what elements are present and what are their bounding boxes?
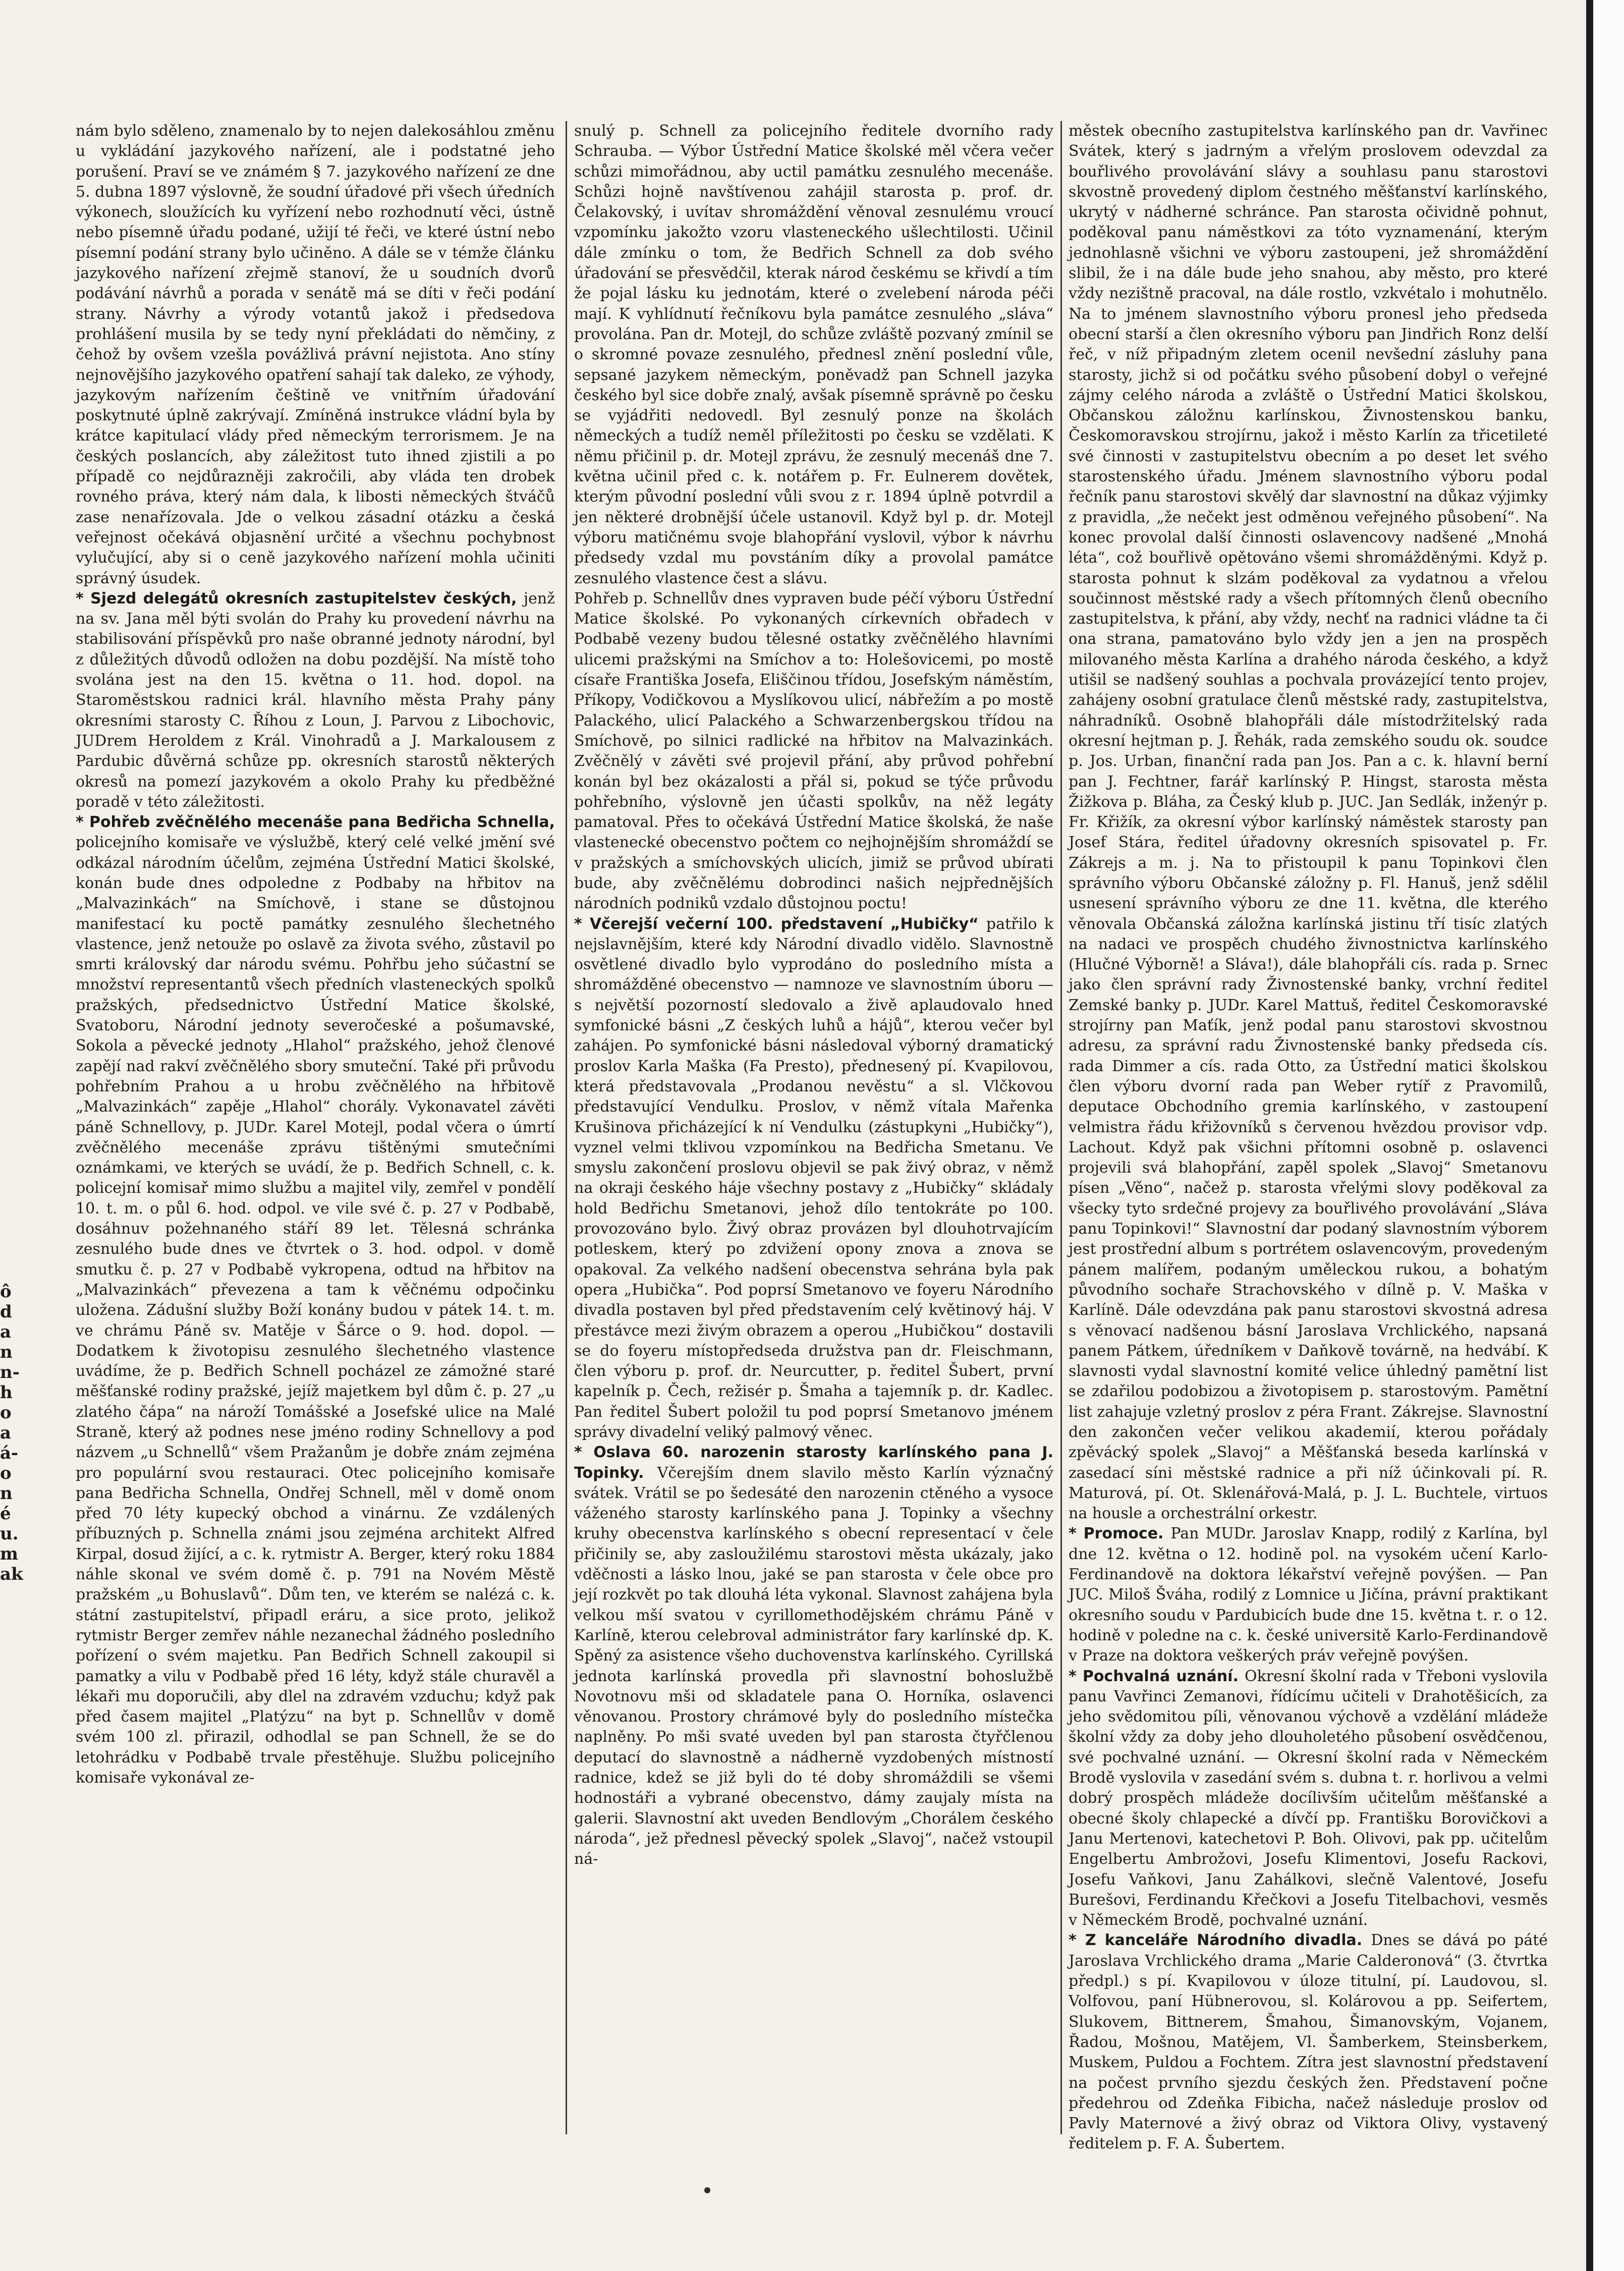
paragraph-text: patřilo k nejslavnějším, které kdy Národní divadlo vidělo. Slavnostně osvětlené divadlo bylo vyprodáno do posledního místa a shromážděné obecenstvo — namnoze ve slavnostním úboru — s největší pozorností sledovalo a živě aplaudovalo hned symfonické básni „Z českých luhů a hájů“, kterou večer byl zahájen. Po symfonické básni následoval výborný dramatický proslov Karla Maška (Fa Presto), přednesený pí. Kvapilovou, která představovala „Prodanou nevěstu“ a sl. Vlčkovou představující Vendulku. Proslov, v němž vítala Mařenka Krušinova přicházející k ní Vendulku (zástupkyni „Hubičky“), vyznel velmi tklivou vzpomínkou na Bedřicha Smetanu. Ve smyslu zakončení proslovu objevil se pak živý obraz, v němž na okraji českého háje všechny postavy z „Hubičky“ skládaly hold Bedřichu Smetanovi, jehož dílo tentokráte po 100. provozováno bylo. Živý obraz provázen byl dlouhotrvajícím potleskem, který po zdvižení opony znova a znova se opakoval. Za velkého nadšení obecenstva sehrána byla pak opera „Hubička“. Pod poprsí Smetanovo ve foyeru Národního divadla postaven byl před představením celý květinový háj. V přestávce mezi živým obrazem a operou „Hubičkou“ dostavili se do foyeru místopředseda družstva pan dr. Fleischmann, člen výboru p. prof. dr. Neurcutter, p. ředitel Šubert, první kapelník p. Čech, režisér p. Šmaha a tajemník p. dr. Kadlec. Pan ředitel Šubert položil tu pod poprsí Smetanovo jménem správy divadelní veliký palmový věnec.	[574, 915, 1053, 1441]
paragraph-heading: * Pochvalná uznání.	[1069, 1667, 1245, 1685]
edge-fragment: m	[0, 1544, 18, 1564]
paragraph-text: jenž na sv. Jana měl býti svolán do Prahy ku provedení návrhu na stabilisování příspěvků pro naše obranné jednoty národní, byl z důležitých důvodů odložen na dobu pozdější. Na místě toho svolána jest na den 15. května o 11. hod. dopol. na Staroměstskou radnici král. hlavního města Prahy pány okresními starosty C. Říhou z Loun, J. Parvou z Libochovic, JUDrem Heroldem z Král. Vinohradů a J. Markalousem z Pardubic důvěrná schůze pp. okresních starostů některých okresů na pomezí jazykovém a okolo Prahy ku předběžné poradě v této záležitosti.	[76, 589, 555, 811]
paragraph-text: Včerejším dnem slavilo město Karlín význačný svátek. Vrátil se po šedesáté den narozenin ctěného a vysoce váženého starosty karlínského pana J. Topinky a všechny kruhy obecenstva karlínského s obecní representací v čele přičinily se, aby zasloužilému starostovi města ukázaly, jako vděčnosti a lásko lnou, jaké se pan starosta v čele obce pro její rozkvět po tak dlouhá léta vykonal. Slavnost zahájena byla velkou mší svatou v cyrillomethodějském chrámu Páně v Karlíně, kterou celebroval administrátor fary karlínské dp. K. Spěný za asistence všeho duchovenstva karlínského. Cyrillská jednota karlínská provedla při slavnostní bohoslužbě Novotnovu mši od skladatele pana O. Horníka, oslavenci věnovanou. Prostory chrámové byly do posledního místečka naplněny. Po mši svaté uveden byl pan starosta čtyřčlenou deputací do slavnostně a nádherně vyzdobených místností radnice, kdež se již byli do té doby shromáždili se všemi hodnostáři a vybrané obecenstvo, dámy zaujaly místa na galerii. Slavnostní akt uveden Bendlovým „Chorálem českého národa“, jež přednesl pěvecký spolek „Slavoj“, načež vstoupil ná-	[574, 1464, 1053, 1868]
column-3	[1069, 121, 1548, 2153]
column-rule	[566, 121, 567, 2134]
paragraph-heading: * Sjezd delegátů okresních zastupitelstev českých,	[76, 589, 524, 607]
column-2	[574, 121, 1053, 2134]
paragraph-text: Pan MUDr. Jaroslav Knapp, rodilý z Karlína, byl dne 12. května o 12. hodině pol. na vysokém učení Karlo-Ferdinandově na doktora lékařství veřejně povýšen. — Pan JUC. Miloš Šváha, rodilý z Lomnice u Jičína, právní praktikant okresního soudu v Pardubicích bude dne 15. května t. r. o 12. hodině v poledne na c. k. české universitě Karlo-Ferdinandově v Praze na doktora veškerých práv veřejně povýšen.	[1069, 1525, 1548, 1665]
paragraph-heading: * Pohřeb zvěčnělého mecenáše pana Bedřicha Schnella,	[76, 813, 555, 832]
paragraph-text: městek obecního zastupitelstva karlínského pan dr. Vavřinec Svátek, který s jadrným a vřelým proslovem odevzdal za bouřlivého provolávání slávy a souhlasu panu starostovi skvostně provedený diplom čestného měšťanství karlínského, ukrytý v nádherné schránce. Pan starosta očividně pohnut, poděkoval panu náměstkovi za tóto vyznamenání, kterým jednohlasně všichni ve výboru zastoupeni, jež shromáždění slibil, že i na dále bude jeho snahou, aby město, pro které vždy nezištně pracoval, na dále rostlo, vzkvétalo i mohutnělo. Na to jménem slavnostního výboru pronesl jeho předseda obecní starší a člen okresního výboru pan Jindřich Ronz delší řeč, v níž připadným zletem ocenil nevšední zásluhy pana starosty, jichž si od počátku svého působení dobyl o veřejné zájmy celého národa a zvláště o Ústřední Matici školskou, Občanskou záložnu karlínskou, Živnostenskou banku, Českomoravskou strojírnu, jakož i město Karlín za třicetileté své činnosti v zastupitelstvu obecním a po deset let svého starostenského úřadu. Jménem slavnostního výboru podal řečník panu starostovi skvělý dar slavnostní na důkaz výjimky z pravidla, „že nečekt jest odměnou veřejného působení“. Na konec provolal další činnosti oslavencovy nadšené „Mnohá léta“, což bouřlivě opětováno všemi shromážděnými. Když p. starosta pohnut k slzám poděkoval za vydatnou a vřelou součinnost městské rady a všech přítomných členů obecního zastupitelstva, k přání, aby vždy, nechť na radnici vládne ta či ona strana, pamatováno bylo vždy jen a jen na prospěch milovaného města Karlína a drahého národa českého, a když utišil se nadšený souhlas a pochvala provázející tento projev, zahájeny osobní gratulace členů městské rady, zastupitelstva, náhradníků. Osobně blahopřáli dále místodržitelský rada okresní hejtman p. J. Řehák, rada zemského soudu ok. soudce p. Jos. Urban, finanční rada pan Jos. Pan a c. k. hlavní berní pan J. Fechtner, farář karlínský P. Hingst, starosta města Žižkova p. Bláha, za Český klub p. JUC. Jan Sedlák, inženýr p. Fr. Křižík, za okresní výbor karlínský náměstek starosty pan Josef Stára, ředitel úřadovny okresních spisovatel p. Fr. Zákrejs a m. j. Na to přistoupil k panu Topinkovi člen správního výboru Občanské záložny p. Fl. Hanuš, jenž sdělil usnesení správního výboru ze dne 11. května, dle kterého věnovala Občanská záložna karlínská jistinu tří tisíc zlatých na nadaci ve prospěch chudého živnostnictva karlínského (Hlučné Výborně! a Sláva!), dále blahopřáli cís. rada p. Srnec jako člen správní rady Živnostenské banky, vrchní ředitel Zemské banky p. JUDr. Karel Mattuš, ředitel Českomoravské strojírny pan Maťík, jenž podal panu starostovi skvostnou adresu, za správní radu Živnostenské banky předseda cís. rada Dimmer a cís. rada Otto, za Ústřední matici školskou člen výboru dvorní rada pan Weber rytíř z Pravomilů, deputace Obchodního gremia karlínského, v zastoupení velmistra řádu křižovníků s červenou hvězdou provisor vdp. Lachout. Když pak všichni přítomni osobně p. oslavenci projevili svá blahopřání, zapěl spolek „Slavoj“ Smetanovu písen „Věno“, načež p. starosta vřelými slovy poděkoval za všecky tyto srdečné projevy za bouřlivého provolávání „Sláva panu Topinkovi!“ Slavnostní dar podaný slavnostním výborem jest prostřední album s portrétem oslavencovým, provedeným pánem malířem, podaným uměleckou rukou, a bohatým původního sochaře Strachovského v dílně p. V. Maška v Karlíně. Dále odevzdána pak panu starostovi skvostná adresa s věnovací nadšenou básní Jaroslava Vrchlického, napsaná panem Pátkem, úředníkem v Daňkově továrně, na hedvábí. K slavnosti vydal slavnostní komité velice úhledný pamětní list se zdařilou podobizou a životopisem p. starostovým. Pamětní list zahajuje vzletný proslov z péra Frant. Zákrejse. Slavnostní den zakončen večer velikou akademií, kterou pořádaly zpěvácký spolek „Slavoj“ a Měšťanská beseda karlínská v zasedací síni městské radnice a při níž účinkovali pí. R. Maturová, pí. Ot. Sklenářová-Malá, p. J. L. Buchtele, virtuos na housle a orchestrální orkestr.	[1069, 122, 1548, 1523]
paragraph-heading: * Oslava 60. narozenin starosty karlínského pana J. Topinky.	[574, 1444, 1053, 1482]
paragraph	[76, 812, 555, 1788]
edge-fragment: h	[0, 1382, 13, 1403]
paragraph	[574, 121, 1053, 589]
page-dot-mark	[704, 2187, 710, 2193]
edge-fragment: n	[0, 1342, 13, 1362]
edge-fragment: á-	[0, 1443, 19, 1463]
edge-fragment: o	[0, 1403, 12, 1423]
paragraph	[1069, 1667, 1548, 1931]
edge-fragment: a	[0, 1322, 12, 1342]
left-edge-fragments	[0, 1282, 21, 1584]
paragraph	[574, 1443, 1053, 1869]
edge-fragment: ô	[0, 1282, 12, 1302]
paragraph	[76, 121, 555, 589]
edge-fragment: a	[0, 1423, 12, 1443]
paragraph	[76, 589, 555, 812]
paragraph-heading: * Z kanceláře Národního divadla.	[1069, 1931, 1371, 1950]
paragraph	[1069, 1524, 1548, 1666]
page-edge-binding	[1586, 0, 1593, 2271]
edge-fragment: é	[0, 1504, 11, 1524]
paragraph	[1069, 121, 1548, 1524]
paragraph-text: Okresní školní rada v Třeboni vyslovila panu Vavřinci Zemanovi, řídícímu učiteli v Drahotěšicích, za jeho svědomitou píli, věnovanou výchově a vzdělání mládeže školní vždy za doby jeho dlouholetého působení osvědčenou, své pochvalné uznání. — Okresní školní rada v Německém Brodě vyslovila v zasedání svém s. dubna t. r. horlivou a velmi dobrý prospěch mládeže docílivším učitelům měšťanské a obecné školy chlapecké a dívčí pp. Františku Borovičkovi a Janu Mertenovi, katechetovi P. Boh. Olivovi, pak pp. učitelům Engelbertu Ambrožovi, Josefu Klimentovi, Josefu Rackovi, Josefu Vaňkovi, Janu Zahálkovi, slečně Valentové, Josefu Burešovi, Ferdinandu Křečkovi a Josefu Titelbachovi, vesměs v Německém Brodě, pochvalné uznání.	[1069, 1667, 1548, 1929]
edge-fragment: ak	[0, 1564, 23, 1584]
paragraph-text: Dnes se dává po páté Jaroslava Vrchlického drama „Marie Calderonová“ (3. čtvrtka předpl.) s pí. Kvapilovou v úloze titulní, pí. Laudovou, sl. Volfovou, paní Hübnerovou, sl. Kolárovou a pp. Seifertem, Slukovem, Bittnerem, Šmahou, Šimanovským, Vojanem, Řadou, Mošnou, Matějem, Vl. Šamberkem, Steinsberkem, Muskem, Puldou a Fochtem. Zítra jest slavnostní představení na počest prvního sjezdu českých žen. Představení počne předehrou od Zdeňka Fibicha, načež následuje proslov od Pavly Maternové a živý obraz od Viktora Olivy, vystavený ředitelem p. F. A. Šubertem.	[1069, 1931, 1548, 2153]
paragraph-heading: * Včerejší večerní 100. představení „Hubičky“	[574, 915, 986, 933]
paragraph	[574, 914, 1053, 1443]
column-1	[76, 121, 555, 2134]
page-margin	[1593, 0, 1624, 2271]
edge-fragment: o	[0, 1463, 12, 1483]
paragraph-text: nám bylo sděleno, znamenalo by to nejen dalekosáhlou změnu u vykládání jazykového nařízení, ale i podstatné jeho porušení. Praví se ve známém § 7. jazykového nařízení ze dne 5. dubna 1897 výslovně, že soudní úřadové při všech úředních výkonech, sloužících ku vyřízení nebo rozhodnutí věci, ústně nebo písemně úřadu podané, užijí té řeči, ve které ústní nebo písemní podání strany bylo učiněno. A dále se v témže článku jazykového nařízení zřejmě stanoví, že u soudních dvorů podávání návrhů a porada v senátě má se díti v řeči podání strany. Návrhy a výrody votantů jakož i předsedova prohlášení musila by se tedy nyní překládati do němčiny, z čehož by ovšem vzešla povážlivá právní nejistota. Ano stíny nejnovějšího jazykového opatření sahají tak daleko, ze výhody, jazykovým nařízením češtině ve vnitřním úřadování poskytnuté úplně zakrývají. Zmíněná instrukce vládní byla by krátce kapitulací vlády před německým terrorismem. Je na českých poslancích, aby záležitost tuto ihned zjistili a po případě co nejdůrazněji zakročili, aby vláda ten drobek rovného práva, který nám dala, k libosti německých štváčů zase nenařízovala. Jde o velkou zásadní otázku a česká veřejnost očekává objasnění určité a všechnu pochybnost vylučující, aby si o ceně jazykového nařízení mohla učiniti správný úsudek.	[76, 122, 555, 587]
column-rule	[1060, 121, 1062, 2134]
edge-fragment: n-	[0, 1362, 20, 1382]
edge-fragment: d	[0, 1302, 12, 1322]
edge-fragment: u.	[0, 1524, 19, 1544]
paragraph-text: policejního komisaře ve výslužbě, který celé velké jmění své odkázal národním účelům, zejména Ústřední Matici školské, konán bude dnes odpoledne z Podbaby na hřbitov na „Malvazinkách“ na Smíchově, i stane se důstojnou manifestací ku poctě památky zesnulého šlechetného vlastence, jenž netouže po oslavě za života svého, zůstavil po smrti královský dar národu svému. Pohřbu jeho súčastní se množství representantů všech předních vlasteneckých spolků pražských, předsednictvo Ústřední Matice školské, Svatoboru, Národní jednoty severočeské a pošumavské, Sokola a pěvecké jednoty „Hlahol“ pražského, jehož členové zapějí nad rakví zvěčnělého sbory smuteční. Také při průvodu pohřebním Prahou a u hrobu zvěčnělého na hřbitově „Malvazinkách“ zapěje „Hlahol“ chorály. Vykonavatel závěti páně Schnellovy, p. JUDr. Karel Motejl, podal včera o úmrtí zvěčnělého mecenáše zprávu tištěnými smutečními oznámkami, ve kterých se uvádí, že p. Bedřich Schnell, c. k. policejní komisař mimo službu a majitel vily, zemřel v pondělí 10. t. m. o půl 6. hod. odpol. ve vile své č. p. 27 v Podbabě, dosáhnuv požehnaného stáří 89 let. Tělesná schránka zesnulého bude dnes ve čtvrtek o 3. hod. odpol. v domě smutku č. p. 27 v Podbabě vykropena, odtud na hřbitov na „Malvazinkách“ převezena a tam k věčnému odpočinku uložena. Zádušní služby Boží konány budou v pátek 14. t. m. ve chrámu Páně sv. Matěje v Šárce o 9. hod. dopol. — Dodatkem k životopisu zesnulého šlechetného vlastence uvádíme, že p. Bedřich Schnell pocházel ze zámožné staré měšťanské rodiny pražské, jejíž majetkem byl dům č. p. 27 „u zlatého čápa“ na nároží Tomášské a Josefské ulice na Malé Straně, který až podnes nese jméno rodiny Schnellovy a pod názvem „u Schnellů“ všem Pražanům je dobře znám zejména pro populární svou restauraci. Otec policejního komisaře pana Bedřicha Schnella, Ondřej Schnell, měl v domě onom před 70 léty kupecký obchod a vinárnu. Ze vzdálených příbuzných p. Schnella známi jsou zejména architekt Alfred Kirpal, dosud žijící, a c. k. rytmistr A. Berger, který roku 1884 náhle skonal ve svém domě č. p. 791 na Novém Městě pražském „u Bohuslavů“. Dům ten, ve kterém se nalézá c. k. státní zastupitelství, připadl eráru, a sice proto, jelikož rytmistr Berger zemřev náhle nezanechal žádného posledního pořízení o svém majetku. Pan Bedřich Schnell zakoupil si pamatky a vilu v Podbabě před 16 léty, když stále churavěl a lékaři mu doporučili, aby dlel na zdravém vzduchu; když pak před časem majitel „Platýzu“ na byt p. Schnellův v domě svém 100 zl. přirazil, odhodlal se pan Schnell, že se do letohrádku v Podbabě trvale přestěhuje. Službu policejního komisaře vykonával ze-	[76, 834, 555, 1787]
edge-fragment: n	[0, 1483, 13, 1504]
paragraph-text: snulý p. Schnell za policejního ředitele dvorního rady Schrauba. — Výbor Ústřední Matice školské měl včera večer schůzi mimořádnou, aby uctil památku zesnulého mecenáše. Schůzi hojně navštívenou zahájil starosta p. prof. dr. Čelakovský, i uvítav shromáždění věnoval zesnulému vroucí vzpomínku jakožto vzoru vlasteneckého ušlechtilosti. Učinil dále zmínku o tom, že Bedřich Schnell za dob svého úřadování se přesvědčil, kterak národ českému se křivdí a tím že pojal lásku ku jednotám, které o zvelebení národa péči mají. K vyhlídnutí řečníkovu byla památce zesnulého „sláva“ provolána. Pan dr. Motejl, do schůze zvláště pozvaný zmínil se o skromné povaze zesnulého, přednesl znění poslední vůle, sepsané jazykem německým, poněvadž pan Schnell jazyka českého byl sice dobře znalý, avšak písemně správně po česku se vyjádřiti nedovedl. Byl zesnulý ponze na školách německých a tudíž neměl příležitosti po česku se vzdělati. K němu přičinil p. dr. Motejl zprávu, že zesnulý mecenáš dne 7. května učinil před c. k. notářem p. Fr. Eulnerem dovětek, kterým původní poslední vůli svou z r. 1894 úplně potvrdil a jen některé drobnější účele ustanovil. Když byl p. dr. Motejl výboru matičnému svoje blahopřání vyslovil, výbor k návrhu předsedy vzdal mu povstáním díky a provolal památce zesnulého vlastence čest a slávu.	[574, 122, 1053, 587]
paragraph	[574, 589, 1053, 914]
paragraph-heading: * Promoce.	[1069, 1525, 1171, 1543]
paragraph	[1069, 1930, 1548, 2154]
paragraph-text: Pohřeb p. Schnellův dnes vypraven bude péčí výboru Ústřední Matice školské. Po vykonaných církevních obřadech v Podbabě vezeny budou tělesné ostatky zvěčnělého hlavními ulicemi pražskými na Smíchov a to: Holešovicemi, po mostě císaře Františka Josefa, Eliščinou třídou, Josefským náměstím, Příkopy, Vodičkovou a Myslíkovou ulicí, nábřežím a po mostě Palackého, ulicí Palackého a Schwarzenbergskou třídou na Smíchově, po silnici radlické na hřbitov na Malvazinkách. Zvěčnělý v závěti své projevil přání, aby průvod pohřební konán byl bez okázalosti a přál si, pokud se týče průvodu pohřebního, výslovně jen účasti spolkův, na něž legáty pamatoval. Přes to očekává Ústřední Matice školská, že naše vlastenecké obecenstvo počtem co nejhojnějším shromáždí se v pražských a smíchovských ulicích, jimiž se průvod ubírati bude, aby zvěčnělému dobrodinci našich nejpřednějších národních podniků vzdalo důstojnou poctu!	[574, 589, 1053, 913]
